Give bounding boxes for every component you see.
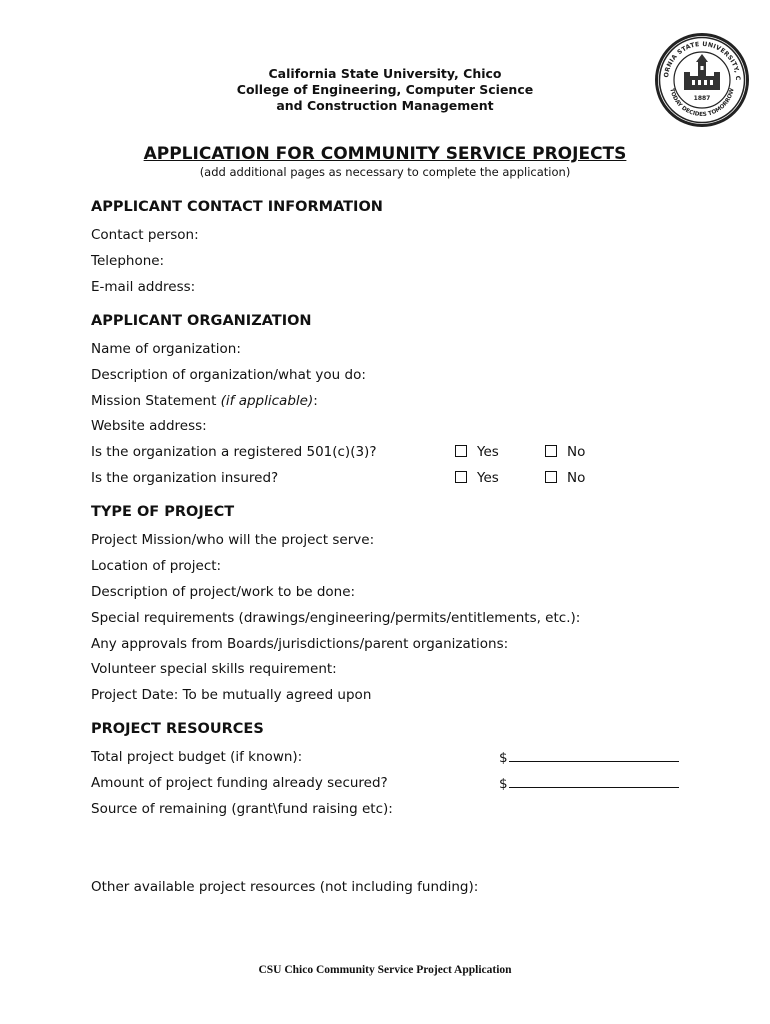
budget-field[interactable]	[499, 749, 679, 766]
registered-no-checkbox[interactable]	[545, 445, 557, 457]
volunteer-skills-label: Volunteer special skills requirement:	[91, 661, 337, 677]
other-resources-label: Other available project resources (not including funding):	[91, 879, 479, 895]
college-name: College of Engineering, Computer Science	[236, 82, 534, 97]
section-project-heading: TYPE OF PROJECT	[91, 504, 235, 520]
section-organization-heading: APPLICANT ORGANIZATION	[91, 313, 312, 329]
funding-secured-label: Amount of project funding already secured?	[91, 775, 388, 791]
funding-input-line[interactable]	[509, 775, 679, 788]
mission-statement-colon: :	[313, 393, 318, 409]
budget-currency: $	[499, 750, 508, 766]
registered-yes-option[interactable]	[455, 444, 499, 460]
college-name-continued: and Construction Management	[276, 98, 494, 113]
insured-yes-option[interactable]	[455, 470, 499, 486]
registered-no-option[interactable]	[545, 444, 585, 460]
project-description-label: Description of project/work to be done:	[91, 584, 356, 600]
mission-statement-text: Mission Statement	[91, 393, 221, 409]
form-title: APPLICATION FOR COMMUNITY SERVICE PROJECTS	[143, 144, 627, 164]
project-location-label: Location of project:	[91, 558, 222, 574]
approvals-label: Any approvals from Boards/jurisdictions/parent organizations:	[91, 636, 509, 652]
contact-person-label: Contact person:	[91, 227, 199, 243]
organization-name-label: Name of organization:	[91, 341, 241, 357]
insured-no-checkbox[interactable]	[545, 471, 557, 483]
insured-yes-checkbox[interactable]	[455, 471, 467, 483]
seal-year: 1887	[693, 95, 711, 102]
university-name: California State University, Chico	[268, 66, 502, 81]
form-subtitle: (add additional pages as necessary to complete the application)	[199, 165, 571, 179]
insured-yes-label: Yes	[477, 470, 499, 486]
website-label: Website address:	[91, 418, 207, 434]
telephone-label: Telephone:	[91, 253, 165, 269]
budget-label: Total project budget (if known):	[91, 749, 303, 765]
insured-no-label: No	[567, 470, 586, 486]
mission-statement-label	[91, 393, 318, 409]
project-mission-label: Project Mission/who will the project serve:	[91, 532, 375, 548]
funding-currency: $	[499, 776, 508, 792]
special-requirements-label: Special requirements (drawings/engineering/permits/entitlements, etc.):	[91, 610, 581, 626]
funding-secured-field[interactable]	[499, 775, 679, 792]
university-seal-icon	[654, 32, 750, 128]
section-resources-heading: PROJECT RESOURCES	[91, 721, 264, 737]
registered-yes-label: Yes	[477, 444, 499, 460]
seal-ring-bottom: TODAY DECIDES TOMORROW	[668, 87, 736, 119]
organization-description-label: Description of organization/what you do:	[91, 367, 366, 383]
registered-no-label: No	[567, 444, 586, 460]
mission-statement-qualifier: (if applicable)	[220, 393, 314, 409]
section-contact-heading: APPLICANT CONTACT INFORMATION	[91, 199, 383, 215]
registered-yes-checkbox[interactable]	[455, 445, 467, 457]
page-footer: CSU Chico Community Service Project Application	[258, 964, 512, 976]
remaining-source-label: Source of remaining (grant\fund raising etc):	[91, 801, 393, 817]
project-date-label: Project Date: To be mutually agreed upon	[91, 687, 372, 703]
registered-501c3-label: Is the organization a registered 501(c)(3)?	[91, 444, 377, 460]
budget-input-line[interactable]	[509, 749, 679, 762]
insured-no-option[interactable]	[545, 470, 585, 486]
insured-label: Is the organization insured?	[91, 470, 279, 486]
seal-ring-top: ORNIA STATE UNIVERSITY, C	[663, 40, 742, 81]
email-label: E-mail address:	[91, 279, 196, 295]
